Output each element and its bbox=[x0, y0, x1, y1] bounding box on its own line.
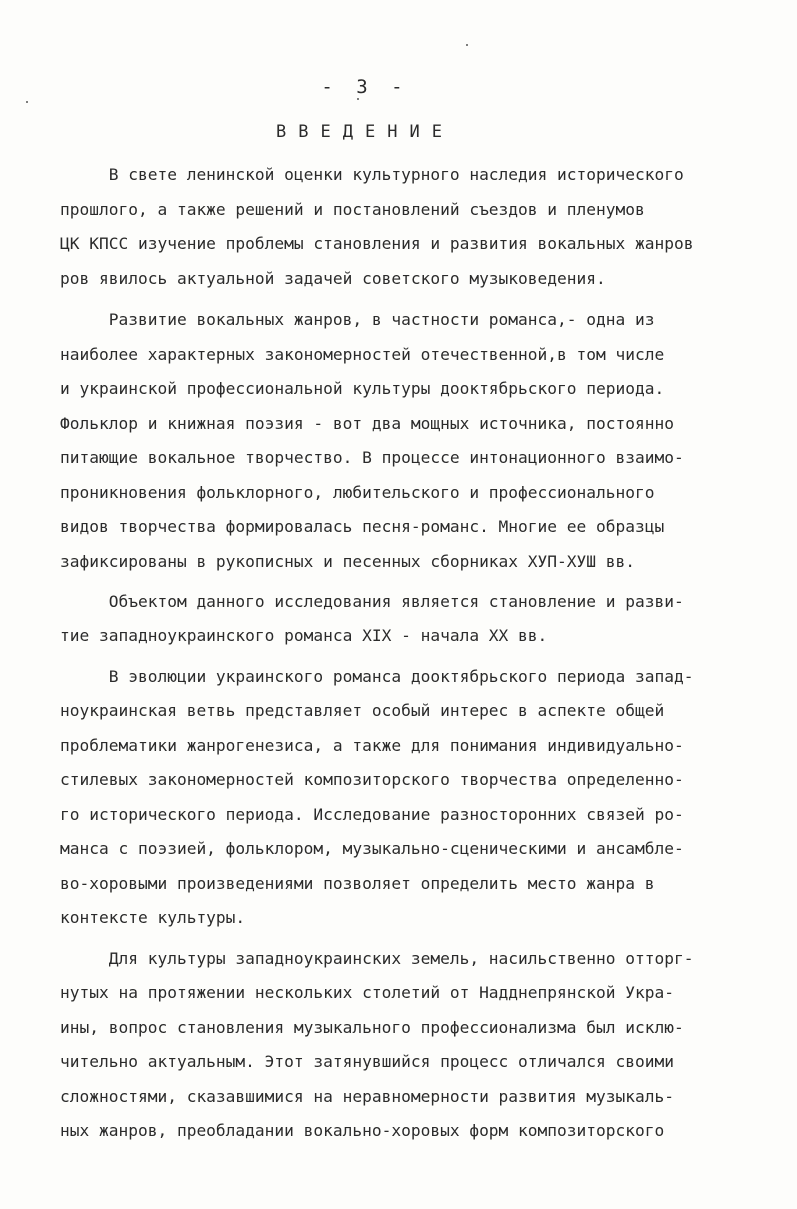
text-line: наиболее характерных закономерностей отечественной,в том числе bbox=[60, 345, 665, 364]
text-line: ЦК КПСС изучение проблемы становления и развития вокальных жанров bbox=[60, 234, 694, 253]
scan-speck bbox=[357, 98, 359, 100]
text-line: и украинской профессиональной культуры дооктябрьского периода. bbox=[60, 379, 665, 398]
text-line: тие западноукраинского романса XIX - начала XX вв. bbox=[60, 626, 548, 645]
text-line: проблематики жанрогенезиса, а также для понимания индивидуально- bbox=[60, 736, 684, 755]
text-line: зафиксированы в рукописных и песенных сборниках ХУП-ХУШ вв. bbox=[60, 552, 635, 571]
text-line: чительно актуальным. Этот затянувшийся процесс отличался своими bbox=[60, 1052, 674, 1071]
scan-speck bbox=[466, 44, 468, 46]
text-line: во-хоровыми произведениями позволяет определить место жанра в bbox=[60, 874, 655, 893]
text-line: В эволюции украинского романса дооктябрьского периода запад- bbox=[60, 667, 694, 686]
text-line: ров явилось актуальной задачей советского музыковедения. bbox=[60, 269, 606, 288]
text-line: нутых на протяжении нескольких столетий от Надднепрянской Укра- bbox=[60, 983, 674, 1002]
text-line: ных жанров, преобладании вокально-хоровых форм композиторского bbox=[60, 1121, 665, 1140]
text-line: сложностями, сказавшимися на неравномерности развития музыкаль- bbox=[60, 1087, 674, 1106]
section-heading: ВВЕДЕНИЕ bbox=[276, 122, 454, 142]
text-line: проникновения фольклорного, любительского и профессионального bbox=[60, 483, 655, 502]
text-line: стилевых закономерностей композиторского творчества определенно- bbox=[60, 770, 684, 789]
text-line: контексте культуры. bbox=[60, 908, 246, 927]
text-line: го исторического периода. Исследование разносторонних связей ро- bbox=[60, 805, 684, 824]
text-line: питающие вокальное творчество. В процессе интонационного взаимо- bbox=[60, 448, 684, 467]
text-line: прошлого, а также решений и постановлений съездов и пленумов bbox=[60, 200, 645, 219]
text-line: В свете ленинской оценки культурного наследия исторического bbox=[60, 165, 684, 184]
text-line: Фольклор и книжная поэзия - вот два мощных источника, постоянно bbox=[60, 414, 674, 433]
scan-speck bbox=[26, 101, 28, 103]
text-line: видов творчества формировалась песня-романс. Многие ее образцы bbox=[60, 517, 665, 536]
text-line: Развитие вокальных жанров, в частности романса,- одна из bbox=[60, 310, 655, 329]
text-line: Объектом данного исследования является становление и разви- bbox=[60, 592, 684, 611]
text-line: ноукраинская ветвь представляет особый интерес в аспекте общей bbox=[60, 701, 665, 720]
text-line: Для культуры западноукраинских земель, насильственно отторг- bbox=[60, 949, 694, 968]
text-line: манса с поэзией, фольклором, музыкально-сценическими и ансамбле- bbox=[60, 839, 684, 858]
page-number: - 3 - bbox=[321, 76, 409, 98]
text-line: ины, вопрос становления музыкального профессионализма был исклю- bbox=[60, 1018, 684, 1037]
